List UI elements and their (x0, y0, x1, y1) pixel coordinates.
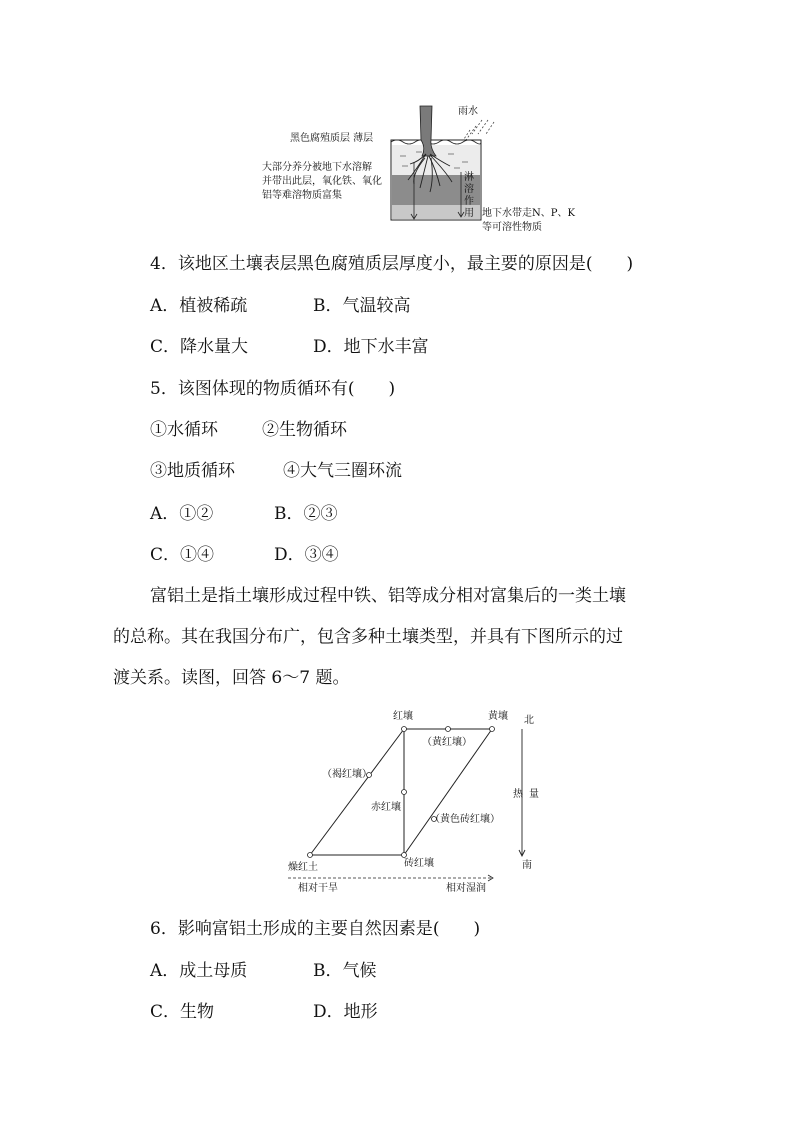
q5-option-c[interactable]: C．①④ (150, 545, 215, 565)
q6-option-c[interactable]: C．生物 (150, 1002, 215, 1022)
node-hong (402, 727, 407, 732)
q5-option-a[interactable]: A．①② (150, 504, 214, 524)
svg-text:赤红壤: 赤红壤 (371, 802, 401, 813)
q6-option-d[interactable]: D．地形 (313, 1002, 378, 1022)
soil-transition-diagram (280, 705, 560, 900)
node-zhuanhong (402, 853, 407, 858)
soil-profile-figure (250, 100, 610, 240)
svg-text:相对湿润: 相对湿润 (446, 883, 486, 894)
question-5-stem: 5．该图体现的物质循环有( ) (150, 379, 396, 399)
svg-text:量: 量 (529, 789, 539, 800)
groundwater-note-2: 等可溶性物质 (482, 222, 542, 233)
passage-line-3: 渡关系。读图，回答 6～7 题。 (113, 668, 350, 688)
groundwater-note-1: 地下水带走N、P、K (482, 208, 575, 219)
q5-option-d[interactable]: D．③④ (274, 545, 339, 565)
svg-text:燥红土: 燥红土 (288, 862, 318, 873)
q4-option-b[interactable]: B．气温较高 (313, 296, 411, 316)
svg-text:作: 作 (464, 196, 474, 207)
node-huang (490, 727, 495, 732)
q5-option-b[interactable]: B．②③ (274, 504, 338, 524)
question-4-stem: 4．该地区土壤表层黑色腐殖质层厚度小，最主要的原因是( ) (150, 254, 634, 274)
q4-option-a[interactable]: A．植被稀疏 (150, 296, 248, 316)
rain-lines (462, 120, 494, 142)
q5-item-2: ②生物循环 (262, 420, 347, 440)
q6-option-a[interactable]: A．成土母质 (150, 961, 248, 981)
middle-note-1: 大部分养分被地下水溶解 (262, 162, 372, 173)
svg-text:红壤: 红壤 (393, 711, 413, 722)
node-huanghong (446, 727, 451, 732)
q4-option-c[interactable]: C．降水量大 (150, 337, 249, 357)
passage-line-2: 的总称。其在我国分布广，包含多种土壤类型，并具有下图所示的过 (113, 627, 623, 647)
q4-option-d[interactable]: D．地下水丰富 (313, 337, 429, 357)
svg-text:黄壤: 黄壤 (488, 711, 508, 722)
svg-text:溶: 溶 (464, 184, 474, 195)
q6-option-b[interactable]: B．气候 (313, 961, 377, 981)
humus-label: 黑色腐殖质层 薄层 (290, 133, 374, 144)
svg-text:热: 热 (513, 789, 523, 800)
question-6-stem: 6．影响富铝土形成的主要自然因素是( ) (150, 919, 481, 939)
q5-item-4: ④大气三圈环流 (283, 461, 402, 481)
rain-label: 雨水 (458, 106, 478, 117)
svg-text:南: 南 (522, 860, 532, 871)
svg-text:用: 用 (464, 208, 474, 219)
svg-text:（黄红壤）: （黄红壤） (422, 737, 472, 748)
svg-text:（黄色砖红壤）: （黄色砖红壤） (430, 814, 500, 825)
middle-note-2: 并带出此层，氧化铁、氧化 (262, 176, 382, 187)
node-chihong (402, 790, 407, 795)
passage-line-1: 富铝土是指土壤形成过程中铁、铝等成分相对富集后的一类土壤 (150, 586, 626, 606)
q5-item-3: ③地质循环 (150, 461, 235, 481)
svg-text:北: 北 (524, 715, 534, 726)
middle-note-3: 铝等难溶物质富集 (262, 190, 342, 201)
q5-item-1: ①水循环 (150, 420, 218, 440)
svg-text:相对干旱: 相对干旱 (298, 883, 338, 894)
node-zaohong (308, 853, 313, 858)
svg-text:砖红壤: 砖红壤 (404, 858, 434, 869)
svg-text:淋: 淋 (464, 172, 474, 183)
svg-text:（褐红壤）: （褐红壤） (322, 769, 372, 780)
